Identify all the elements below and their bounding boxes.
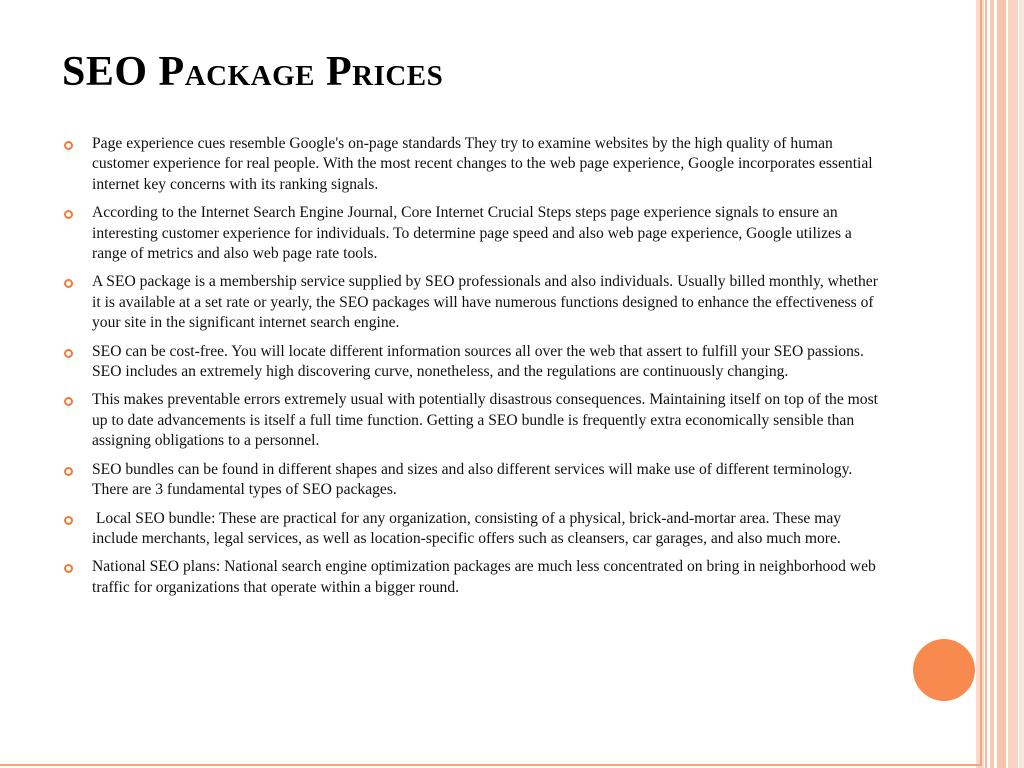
bullet-list xyxy=(62,134,882,606)
bullet-text: SEO can be cost-free. You will locate different information sources all over the web that assert to fulfill your SEO passions. SEO includes an extremely high discovering curve, nonetheless, and the regulations are continuously changing. xyxy=(92,342,864,381)
bullet-item xyxy=(62,134,882,195)
bullet-item xyxy=(62,342,882,383)
bullet-item xyxy=(62,203,882,264)
bullet-text: According to the Internet Search Engine Journal, Core Internet Crucial Steps steps page experience signals to ensure an interesting customer experience for individuals. To determine page speed and also web page experience, Google utilizes a range of metrics and also web page rate tools. xyxy=(92,204,852,263)
bullet-ring-icon xyxy=(64,516,73,525)
bullet-text: Page experience cues resemble Google's on-page standards They try to examine websites by the high quality of human customer experience for real people. With the most recent changes to the web page experience, Google incorporates essential internet key concerns with its ranking signals. xyxy=(92,135,873,193)
bullet-ring-icon xyxy=(64,210,73,219)
bullet-item xyxy=(62,460,882,501)
bullet-item xyxy=(62,509,882,550)
bullet-ring-icon xyxy=(64,141,73,150)
slide-title: SEO Package Prices xyxy=(62,49,444,95)
bullet-ring-icon xyxy=(64,564,73,573)
bullet-text: SEO bundles can be found in different shapes and sizes and also different services will make use of different terminology. There are 3 fundamental types of SEO packages. xyxy=(92,460,853,499)
bullet-item xyxy=(62,272,882,333)
bullet-text: National SEO plans: National search engine optimization packages are much less concentrated on bring in neighborhood web traffic for organizations that operate within a bigger round. xyxy=(92,558,876,596)
decorative-circle xyxy=(913,639,975,701)
bullet-ring-icon xyxy=(64,349,73,358)
bullet-item xyxy=(62,557,882,598)
bullet-item xyxy=(62,390,882,451)
bullet-text: This makes preventable errors extremely usual with potentially disastrous consequences. Maintaining itself on top of the most up to date advancements is itself a full time function. Getting a SEO bundle is frequently extra economically sensible than assigning obligations to a personnel. xyxy=(92,391,878,450)
bullet-ring-icon xyxy=(64,467,73,476)
bullet-ring-icon xyxy=(64,279,73,288)
bullet-text: Local SEO bundle: These are practical for any organization, consisting of a physical, brick-and-mortar area. These may include merchants, legal services, as well as location-specific offers such as cleansers, car garages, and also much more. xyxy=(92,509,846,547)
bullet-ring-icon xyxy=(64,397,73,406)
bullet-text: A SEO package is a membership service supplied by SEO professionals and also individuals. Usually billed monthly, whether it is available at a set rate or yearly, the SEO packages will have numerous functions designed to enhance the effectiveness of your site in the significant internet search engine. xyxy=(92,273,878,332)
